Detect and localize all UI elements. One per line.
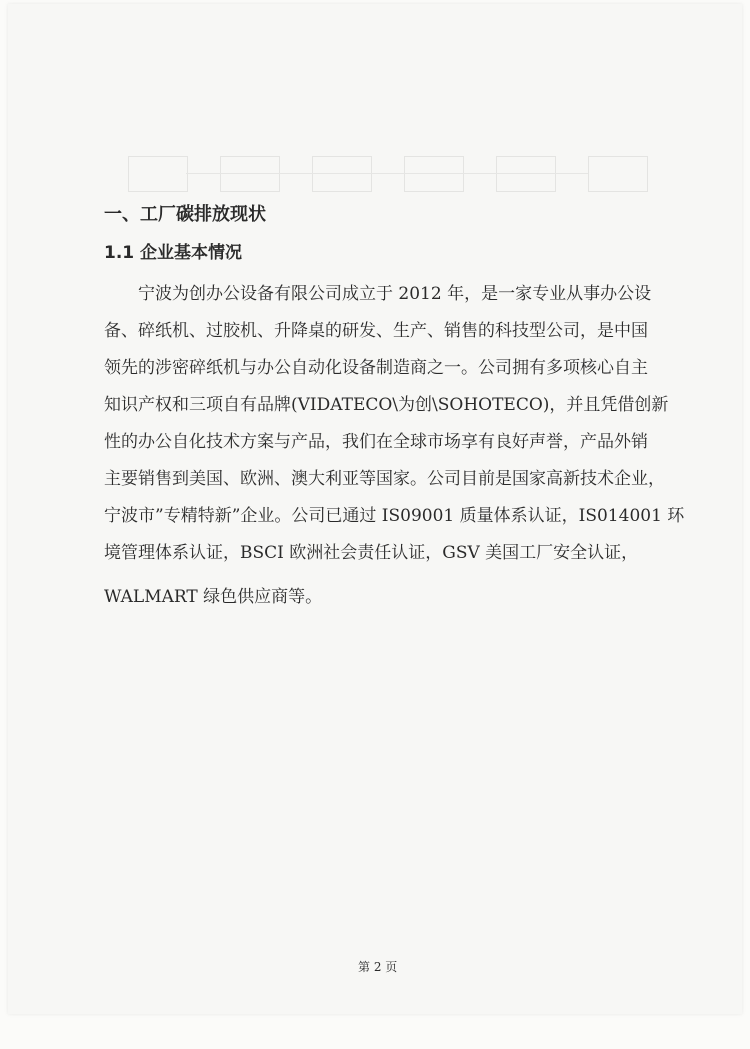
bleed-through-box (312, 156, 372, 192)
paragraph-line: 主要销售到美国、欧洲、澳大利亚等国家。公司目前是国家高新技术企业， (104, 469, 665, 489)
bleed-through-box (128, 156, 188, 192)
section-heading: 一、工厂碳排放现状 (104, 204, 266, 225)
paragraph-line: 宁波市”专精特新”企业。公司已通过 IS09001 质量体系认证，IS014001 环 (104, 506, 685, 526)
subsection-heading: 1.1 企业基本情况 (104, 243, 243, 263)
paragraph-line: 宁波为创办公设备有限公司成立于 2012 年，是一家专业从事办公设 (104, 284, 652, 304)
bleed-through-box (220, 156, 280, 192)
bleed-through-box (496, 156, 556, 192)
paragraph-line: 备、碎纸机、过胶机、升降桌的研发、生产、销售的科技型公司，是中国 (104, 321, 648, 341)
page-number: 第 2 页 (358, 960, 398, 974)
bleed-through-box (404, 156, 464, 192)
paragraph-line: WALMART 绿色供应商等。 (104, 587, 323, 607)
paragraph-line: 领先的涉密碎纸机与办公自动化设备制造商之一。公司拥有多项核心自主 (104, 358, 648, 378)
paragraph-line: 性的办公自化技术方案与产品，我们在全球市场享有良好声誉，产品外销 (104, 432, 648, 452)
bleed-through-connector (186, 173, 588, 174)
bleed-through-box (588, 156, 648, 192)
paragraph-line: 境管理体系认证，BSCI 欧洲社会责任认证，GSV 美国工厂安全认证， (104, 543, 639, 563)
paragraph-line: 知识产权和三项自有品牌(VIDATECO\为创\SOHOTECO)，并且凭借创新 (104, 395, 669, 415)
